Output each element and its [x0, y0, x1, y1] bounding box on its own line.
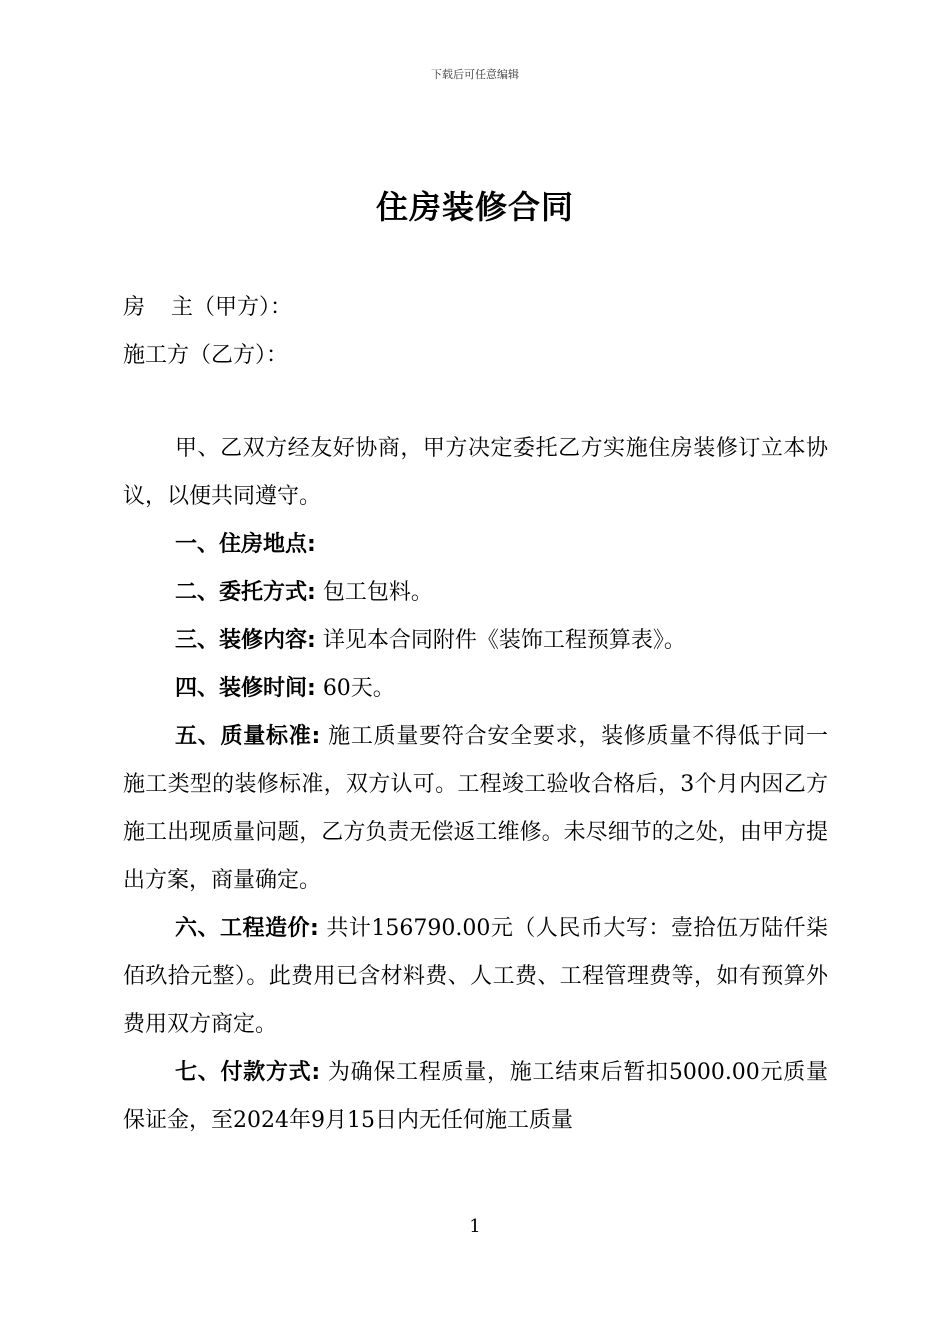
- clause-7-heading: 七、付款方式:: [175, 1060, 321, 1085]
- clause-4-text: 60天。: [322, 676, 395, 701]
- clause-6-heading: 六、工程造价:: [175, 916, 319, 941]
- clause-6-text: 共计156790.00元（人民币大写：壹拾伍万陆仟柒佰玖拾元整）。此费用已含材料费、人工费、工程管理费等，如有预算外费用双方商定。: [123, 916, 828, 1037]
- clause-1-heading: 一、住房地点:: [175, 532, 316, 557]
- document-title: 住房装修合同: [375, 188, 574, 226]
- clause-5-heading: 五、质量标准:: [175, 724, 321, 749]
- party-a-line: [123, 290, 292, 321]
- party-b-line: [123, 338, 288, 369]
- clause-6: [123, 905, 828, 1049]
- clause-3: [123, 617, 828, 665]
- contract-body: [123, 425, 828, 1145]
- page-number: 1: [469, 1216, 481, 1237]
- clause-5-text: 施工质量要符合安全要求，装修质量不得低于同一施工类型的装修标准，双方认可。工程竣工验收合格后，3个月内因乙方施工出现质量问题，乙方负责无偿返工维修。未尽细节的之处，由甲方提出方案，商量确定。: [123, 724, 828, 893]
- party-a-label-2: 主（甲方）：: [171, 295, 293, 320]
- clause-7-text: 为确保工程质量，施工结束后暂扣5000.00元质量保证金，至2024年9月15日内无任何施工质量: [123, 1060, 828, 1133]
- clause-2-heading: 二、委托方式:: [175, 580, 316, 605]
- clause-4-heading: 四、装修时间:: [175, 676, 316, 701]
- clause-1: [123, 521, 828, 569]
- party-b-label: 施工方（乙方）：: [123, 343, 289, 368]
- clause-4: [123, 665, 828, 713]
- clause-2: [123, 569, 828, 617]
- party-a-label-1: 房: [123, 295, 146, 320]
- clause-2-text: 包工包料。: [322, 580, 433, 605]
- intro-paragraph: 甲、乙双方经友好协商，甲方决定委托乙方实施住房装修订立本协议，以便共同遵守。: [123, 436, 828, 509]
- clause-3-text: 详见本合同附件《装饰工程预算表》。: [322, 628, 686, 653]
- header-note: 下载后可任意编辑: [431, 68, 519, 81]
- clause-5: [123, 713, 828, 905]
- clause-7: [123, 1049, 828, 1145]
- clause-3-heading: 三、装修内容:: [175, 628, 316, 653]
